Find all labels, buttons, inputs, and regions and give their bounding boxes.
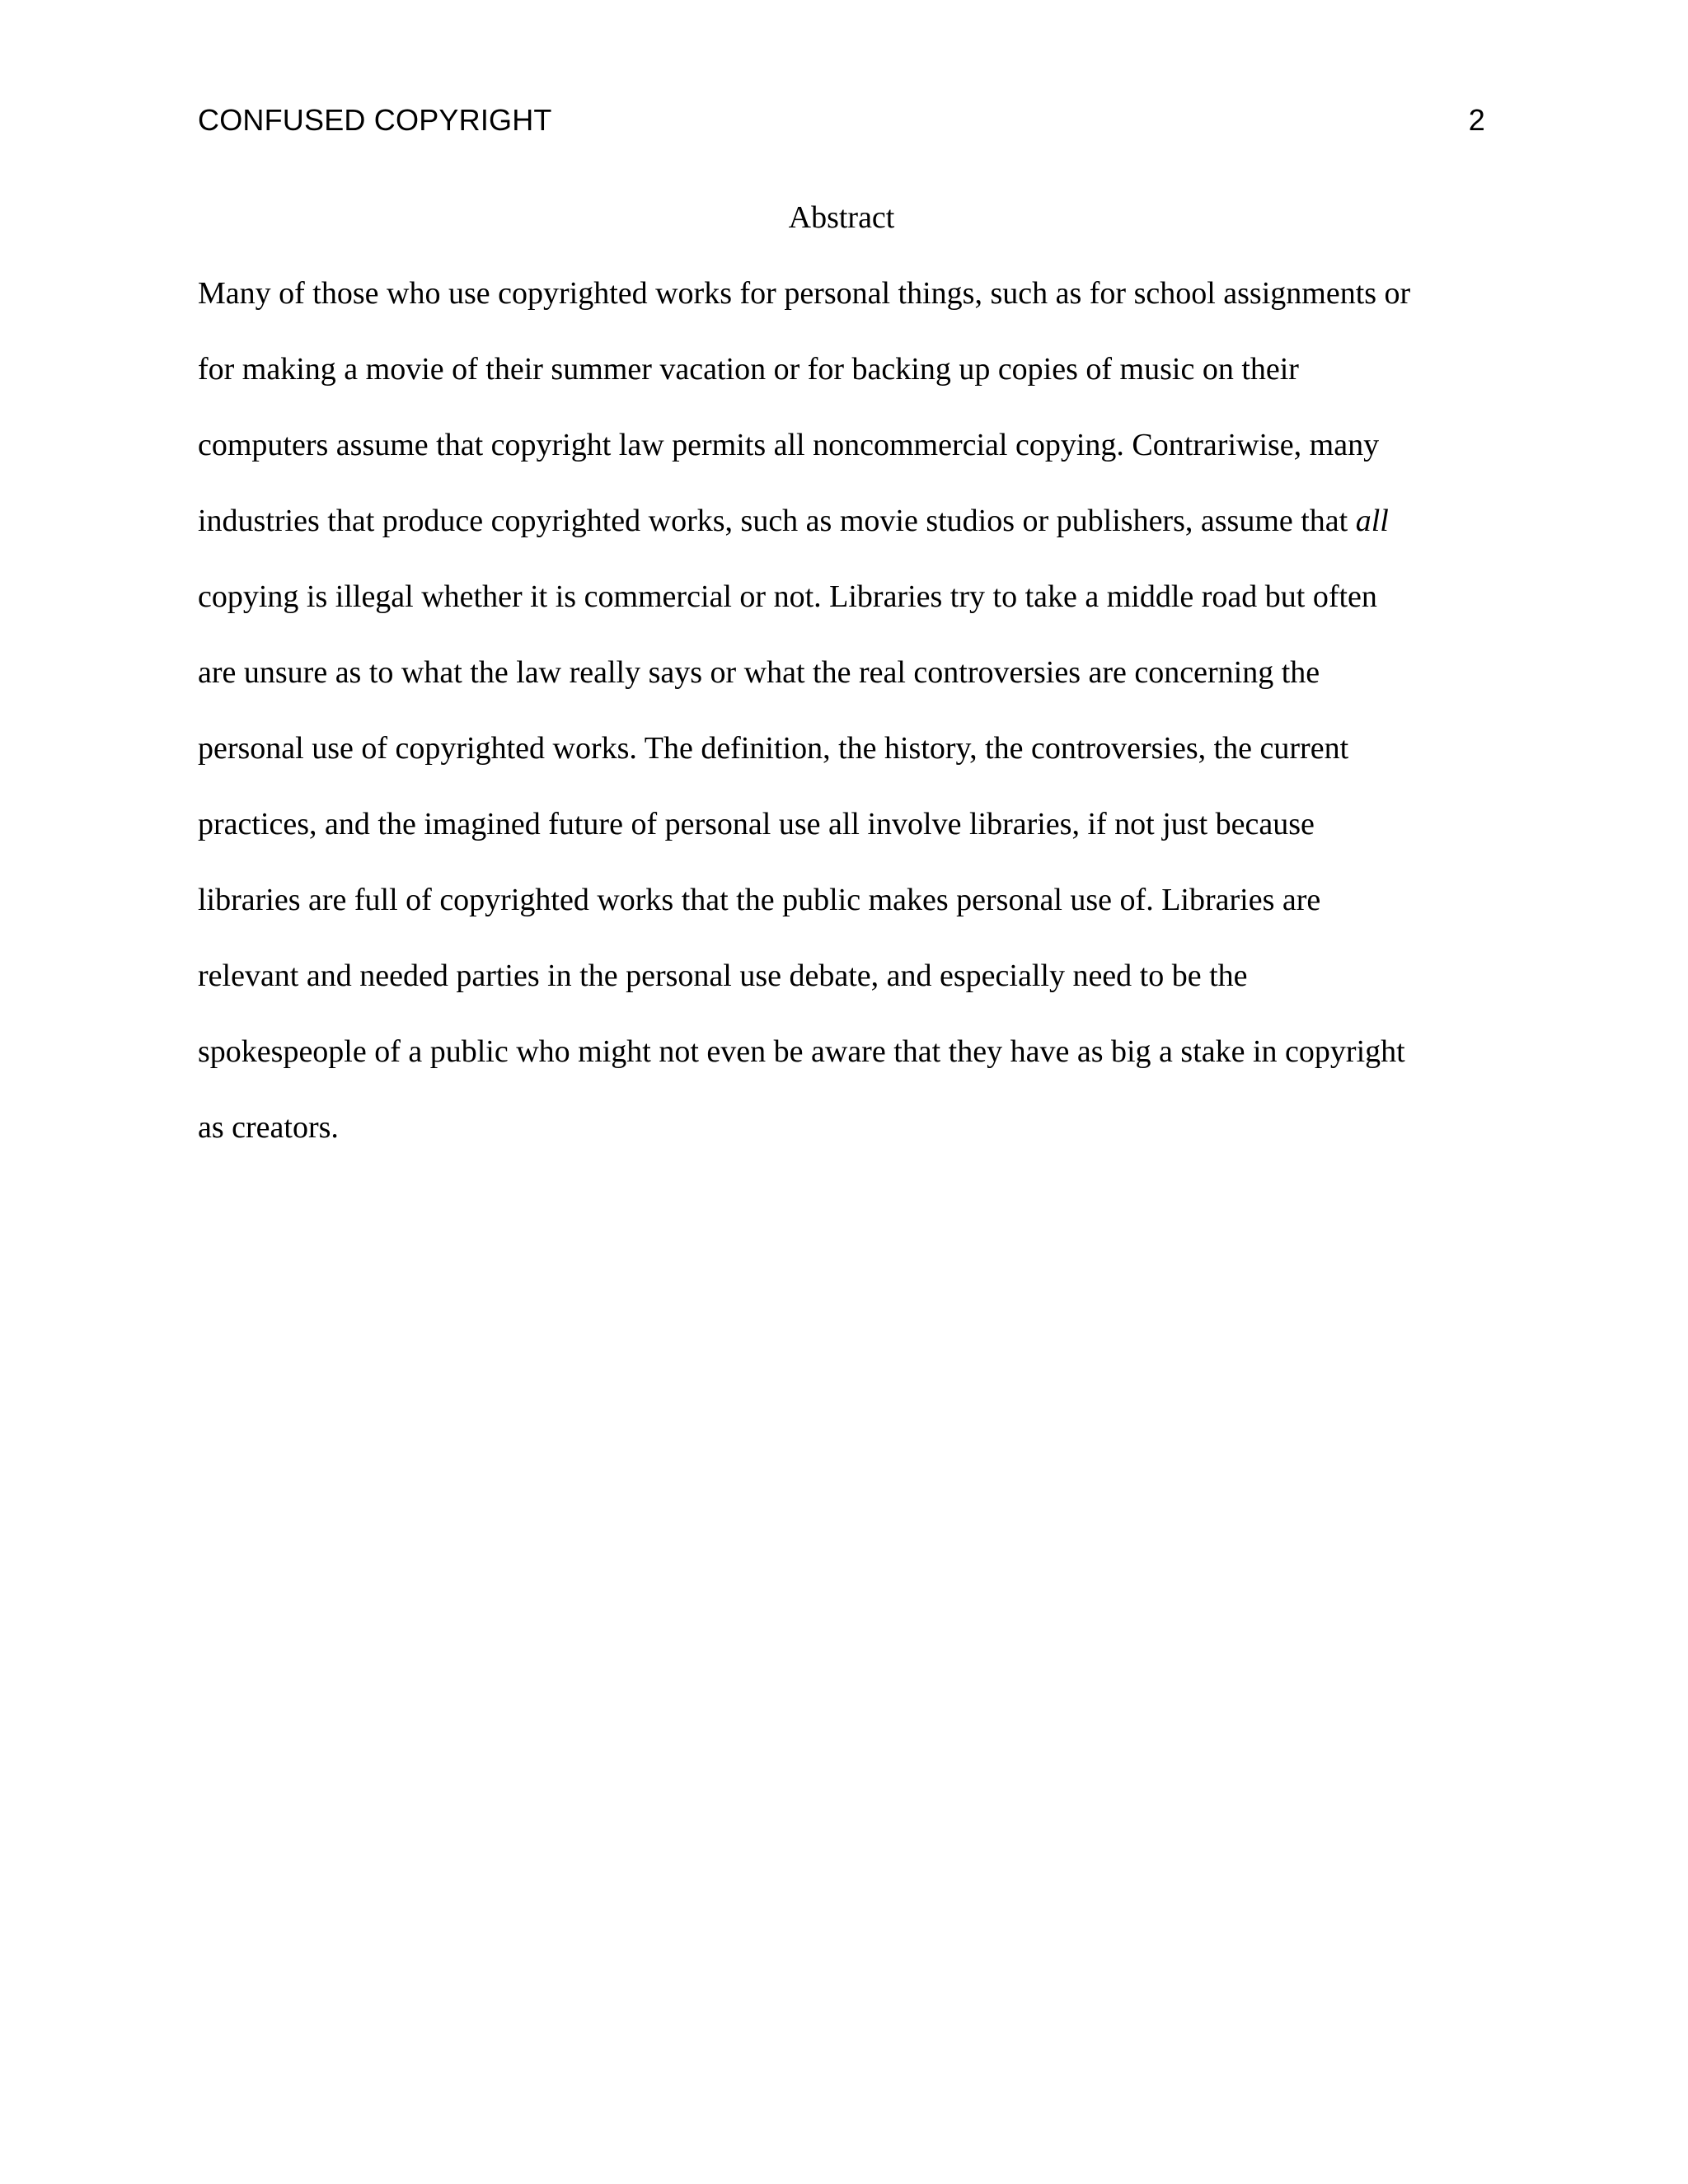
running-head (198, 97, 1485, 143)
abstract-line: copying is illegal whether it is commercial or not. Libraries try to take a middle road but often (198, 579, 1377, 614)
running-title: CONFUSED COPYRIGHT (198, 103, 552, 137)
abstract-line: libraries are full of copyrighted works that the public makes personal use of. Libraries are (198, 883, 1321, 917)
abstract-heading: Abstract (788, 200, 895, 235)
abstract-line: relevant and needed parties in the personal use debate, and especially need to be the (198, 958, 1248, 993)
page-number: 2 (1468, 103, 1485, 137)
abstract-line: practices, and the imagined future of personal use all involve libraries, if not just because (198, 807, 1315, 841)
abstract-line: spokespeople of a public who might not even be aware that they have as big a stake in copyright (198, 1034, 1405, 1069)
abstract-line-with-italic (198, 496, 1517, 572)
italic-emphasis: all (1355, 504, 1389, 538)
abstract-line: Many of those who use copyrighted works for personal things, such as for school assignments or (198, 276, 1411, 311)
abstract-body (198, 269, 1517, 1179)
abstract-line-text: industries that produce copyrighted works, such as movie studios or publishers, assume that (198, 504, 1356, 538)
abstract-line: are unsure as to what the law really says or what the real controversies are concerning the (198, 655, 1320, 690)
abstract-line: as creators. (198, 1110, 339, 1145)
abstract-line: for making a movie of their summer vacation or for backing up copies of music on their (198, 352, 1299, 387)
abstract-line: personal use of copyrighted works. The definition, the history, the controversies, the current (198, 731, 1349, 766)
abstract-line: computers assume that copyright law permits all noncommercial copying. Contrariwise, many (198, 428, 1380, 462)
